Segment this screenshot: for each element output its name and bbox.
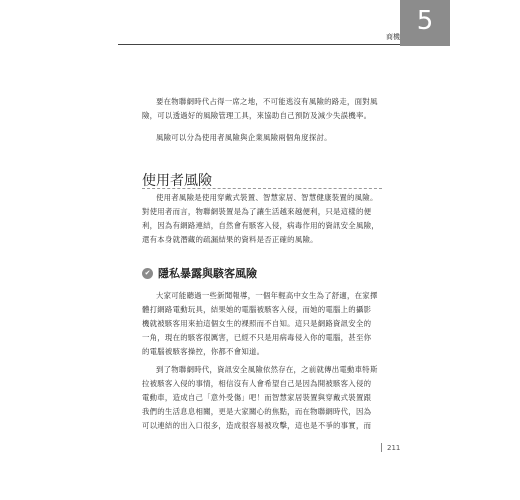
- chapter-number: 5: [416, 6, 434, 36]
- page-number: [381, 443, 400, 452]
- subsection-paragraph-1: [142, 289, 432, 359]
- section-divider: [142, 188, 382, 189]
- text-line: 還有本身就潛藏的疏漏結果的資料是否正確的風險。: [142, 235, 318, 244]
- text-line: 拉被駭客入侵的事情，相信沒有人會希望自己是因為開被駭客入侵的: [142, 379, 372, 388]
- text-line: 對使用者而言，物聯網裝置是為了讓生活越來越便利，只是這樣的便: [142, 207, 372, 216]
- text-line: 的電腦被駭客操控，你都不會知道。: [142, 347, 265, 356]
- intro-paragraph-1: [142, 95, 432, 123]
- subsection-heading: 隱私暴露與駭客風險: [158, 267, 257, 280]
- text-line: 利，因為有網路連結，自然會有駭客入侵，病毒作用的資訊安全風險，: [142, 221, 379, 230]
- text-line: 我們的生活息息相關，更是大家關心的焦點，而在物聯網時代，因為: [142, 407, 372, 416]
- intro-paragraph-2: [142, 131, 432, 145]
- text-line: 風險可以分為使用者風險與企業風險兩個角度探討。: [156, 133, 332, 142]
- bullet-icon: ✔: [142, 268, 153, 279]
- text-line: 要在物聯網時代占得一席之地，不可能逃沒有風險的路走，面對風: [156, 97, 378, 106]
- text-line: 電動車，造成自己「意外受傷」吧！而智慧家居裝置與穿戴式裝置跟: [142, 393, 372, 402]
- footer-divider: [381, 443, 382, 452]
- section-heading: 使用者風險: [142, 173, 212, 189]
- subsection-header: [142, 265, 257, 281]
- text-line: 使用者風險是使用穿戴式裝置、智慧家居、智慧健康裝置的風險。: [156, 193, 378, 202]
- chapter-title: 商機: [386, 33, 400, 41]
- header-rule: [118, 44, 400, 45]
- subsection-paragraph-2: [142, 363, 432, 433]
- section-paragraph: [142, 191, 432, 247]
- text-line: 一角，現在的駭客很厲害，已經不只是用病毒侵入你的電腦，甚至你: [142, 333, 372, 342]
- text-line: 大家可能聽過一些新聞報導，一個年輕高中女生為了舒適，在家擇: [156, 291, 378, 300]
- page-number-text: 211: [387, 443, 401, 452]
- chapter-tab: [400, 0, 450, 46]
- text-line: 體打網路電動玩具，結果她的電腦被駭客入侵，而她的電腦上的攝影: [142, 305, 372, 314]
- text-line: 險，可以透過好的風險管理工具，來協助自己預防及減少失誤機率。: [142, 111, 372, 120]
- text-line: 到了物聯網時代，資訊安全風險依然存在，之前就傳出電動車特斯: [156, 365, 378, 374]
- text-line: 可以連結的出入口很多，造成很容易被攻擊，這也是不爭的事實，而: [142, 421, 372, 430]
- text-line: 機就被駭客用來拍這個女生的裸照而不自知。這只是網路資訊安全的: [142, 319, 372, 328]
